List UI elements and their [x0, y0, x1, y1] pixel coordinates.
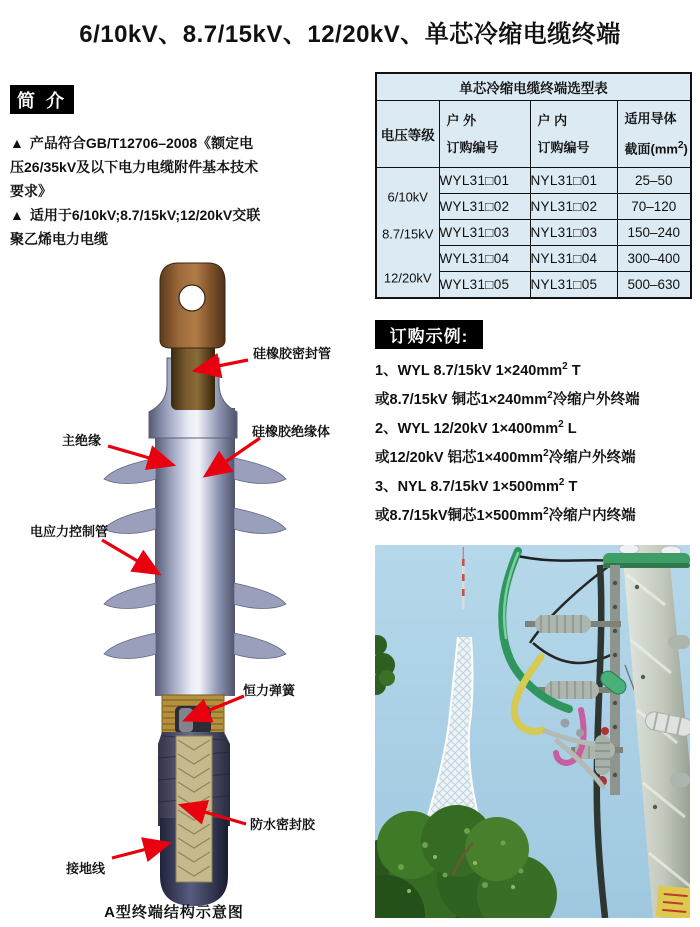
termination-diagram	[10, 258, 360, 927]
intro-bullet-text: 适用于6/10kV;8.7/15kV;12/20kV交联聚乙烯电力电缆	[10, 207, 261, 247]
photo-artwork	[375, 545, 690, 918]
order-example-line: 或8.7/15kV 铜芯$1\times 240mm^2$冷缩户外终端	[375, 390, 640, 408]
conductor-section: 300–400	[617, 246, 691, 272]
arrow-ground-wire	[112, 844, 166, 858]
indoor-code: NYL31□01	[530, 168, 617, 194]
metal-clamp	[561, 719, 570, 728]
triangle-bullet-icon: ▲	[10, 207, 24, 223]
order-examples-header: 订购示例:	[375, 320, 483, 349]
order-example-line: 或8.7/15kV铜芯$1\times 500mm^2$冷缩户内终端	[375, 506, 636, 524]
table-title: 单芯冷缩电缆终端选型表	[376, 73, 691, 101]
label-stress-tube: 电应力控制管	[30, 524, 109, 539]
intro-bullet	[10, 131, 266, 203]
conductor-section: 500–630	[617, 272, 691, 299]
diagram-caption: A型终端结构示意图	[104, 904, 244, 921]
page-title: 6/10kV、8.7/15kV、12/20kV、单芯冷缩电缆终端	[79, 21, 621, 48]
outdoor-code: WYL31□01	[439, 168, 530, 194]
intro-bullet-text: 产品符合GB/T12706–2008《额定电压26/35kV及以下电力电缆附件基本技术要求》	[10, 135, 259, 199]
label-insulator-body: 硅橡胶绝缘体	[252, 424, 331, 439]
col-header-indoor	[530, 101, 617, 168]
label-spring: 恒力弹簧	[243, 683, 296, 698]
outdoor-code: WYL31□04	[439, 246, 530, 272]
lug-bolt-hole	[179, 285, 205, 311]
intro-bullet	[10, 203, 266, 251]
application-photo	[375, 545, 690, 918]
order-example-line: 3、NYL 8.7/15kV $1\times 500mm^2$ T	[375, 477, 578, 495]
selection-table-grid	[375, 72, 692, 299]
outdoor-code: WYL31□03	[439, 220, 530, 246]
order-example-line: 2、WYL 12/20kV $1\times 400mm^2$ L	[375, 419, 577, 437]
voltage-level: 6/10kV	[387, 189, 428, 205]
col-header-line: 户 内	[537, 113, 568, 128]
metal-clamp	[576, 729, 584, 737]
constant-force-spring-art	[162, 695, 224, 735]
red-fitting	[601, 727, 609, 735]
conductor-section: 25–50	[617, 168, 691, 194]
conductor-section: 70–120	[617, 194, 691, 220]
col-header-conductor	[617, 101, 691, 168]
order-example-line: 1、WYL 8.7/15kV $1\times 240mm^2$ T	[375, 361, 581, 379]
col-header-outdoor	[439, 101, 530, 168]
table-row	[376, 168, 691, 194]
voltage-merged-cell	[376, 168, 439, 299]
selection-table	[375, 72, 692, 299]
indoor-code: NYL31□05	[530, 272, 617, 299]
order-examples-list	[375, 352, 695, 526]
label-seal-tube: 硅橡胶密封管	[253, 346, 332, 361]
intro-text	[10, 131, 266, 251]
voltage-level: 8.7/15kV	[382, 226, 434, 242]
indoor-code: NYL31□03	[530, 220, 617, 246]
col-header-line: 户 外	[446, 113, 477, 128]
terminal-lug	[160, 263, 225, 348]
sealing-tube-art	[171, 338, 215, 410]
label-main-insulation: 主绝缘	[62, 433, 102, 448]
outdoor-code: WYL31□02	[439, 194, 530, 220]
triangle-bullet-icon: ▲	[10, 135, 24, 151]
label-waterproof: 防水密封胶	[250, 817, 316, 832]
col-header-line: 订购编号	[446, 140, 499, 155]
order-example-line: 或12/20kV 铝芯$1\times 400mm^2$冷缩户外终端	[375, 448, 636, 466]
col-header-line: 订购编号	[537, 140, 590, 155]
col-header-line: 截面$(mm^2)$	[624, 140, 688, 157]
arrow-stress-tube	[102, 540, 156, 572]
indoor-code: NYL31□04	[530, 246, 617, 272]
label-ground-wire: 接地线	[66, 861, 106, 876]
outdoor-code: WYL31□05	[439, 272, 530, 299]
conductor-section: 150–240	[617, 220, 691, 246]
indoor-code: NYL31□02	[530, 194, 617, 220]
voltage-level: 12/20kV	[383, 270, 432, 286]
col-header-voltage: 电压等级	[376, 101, 439, 168]
col-header-line: 适用导体	[624, 111, 677, 127]
intro-section-header: 简 介	[10, 85, 74, 114]
warning-band	[656, 885, 690, 918]
